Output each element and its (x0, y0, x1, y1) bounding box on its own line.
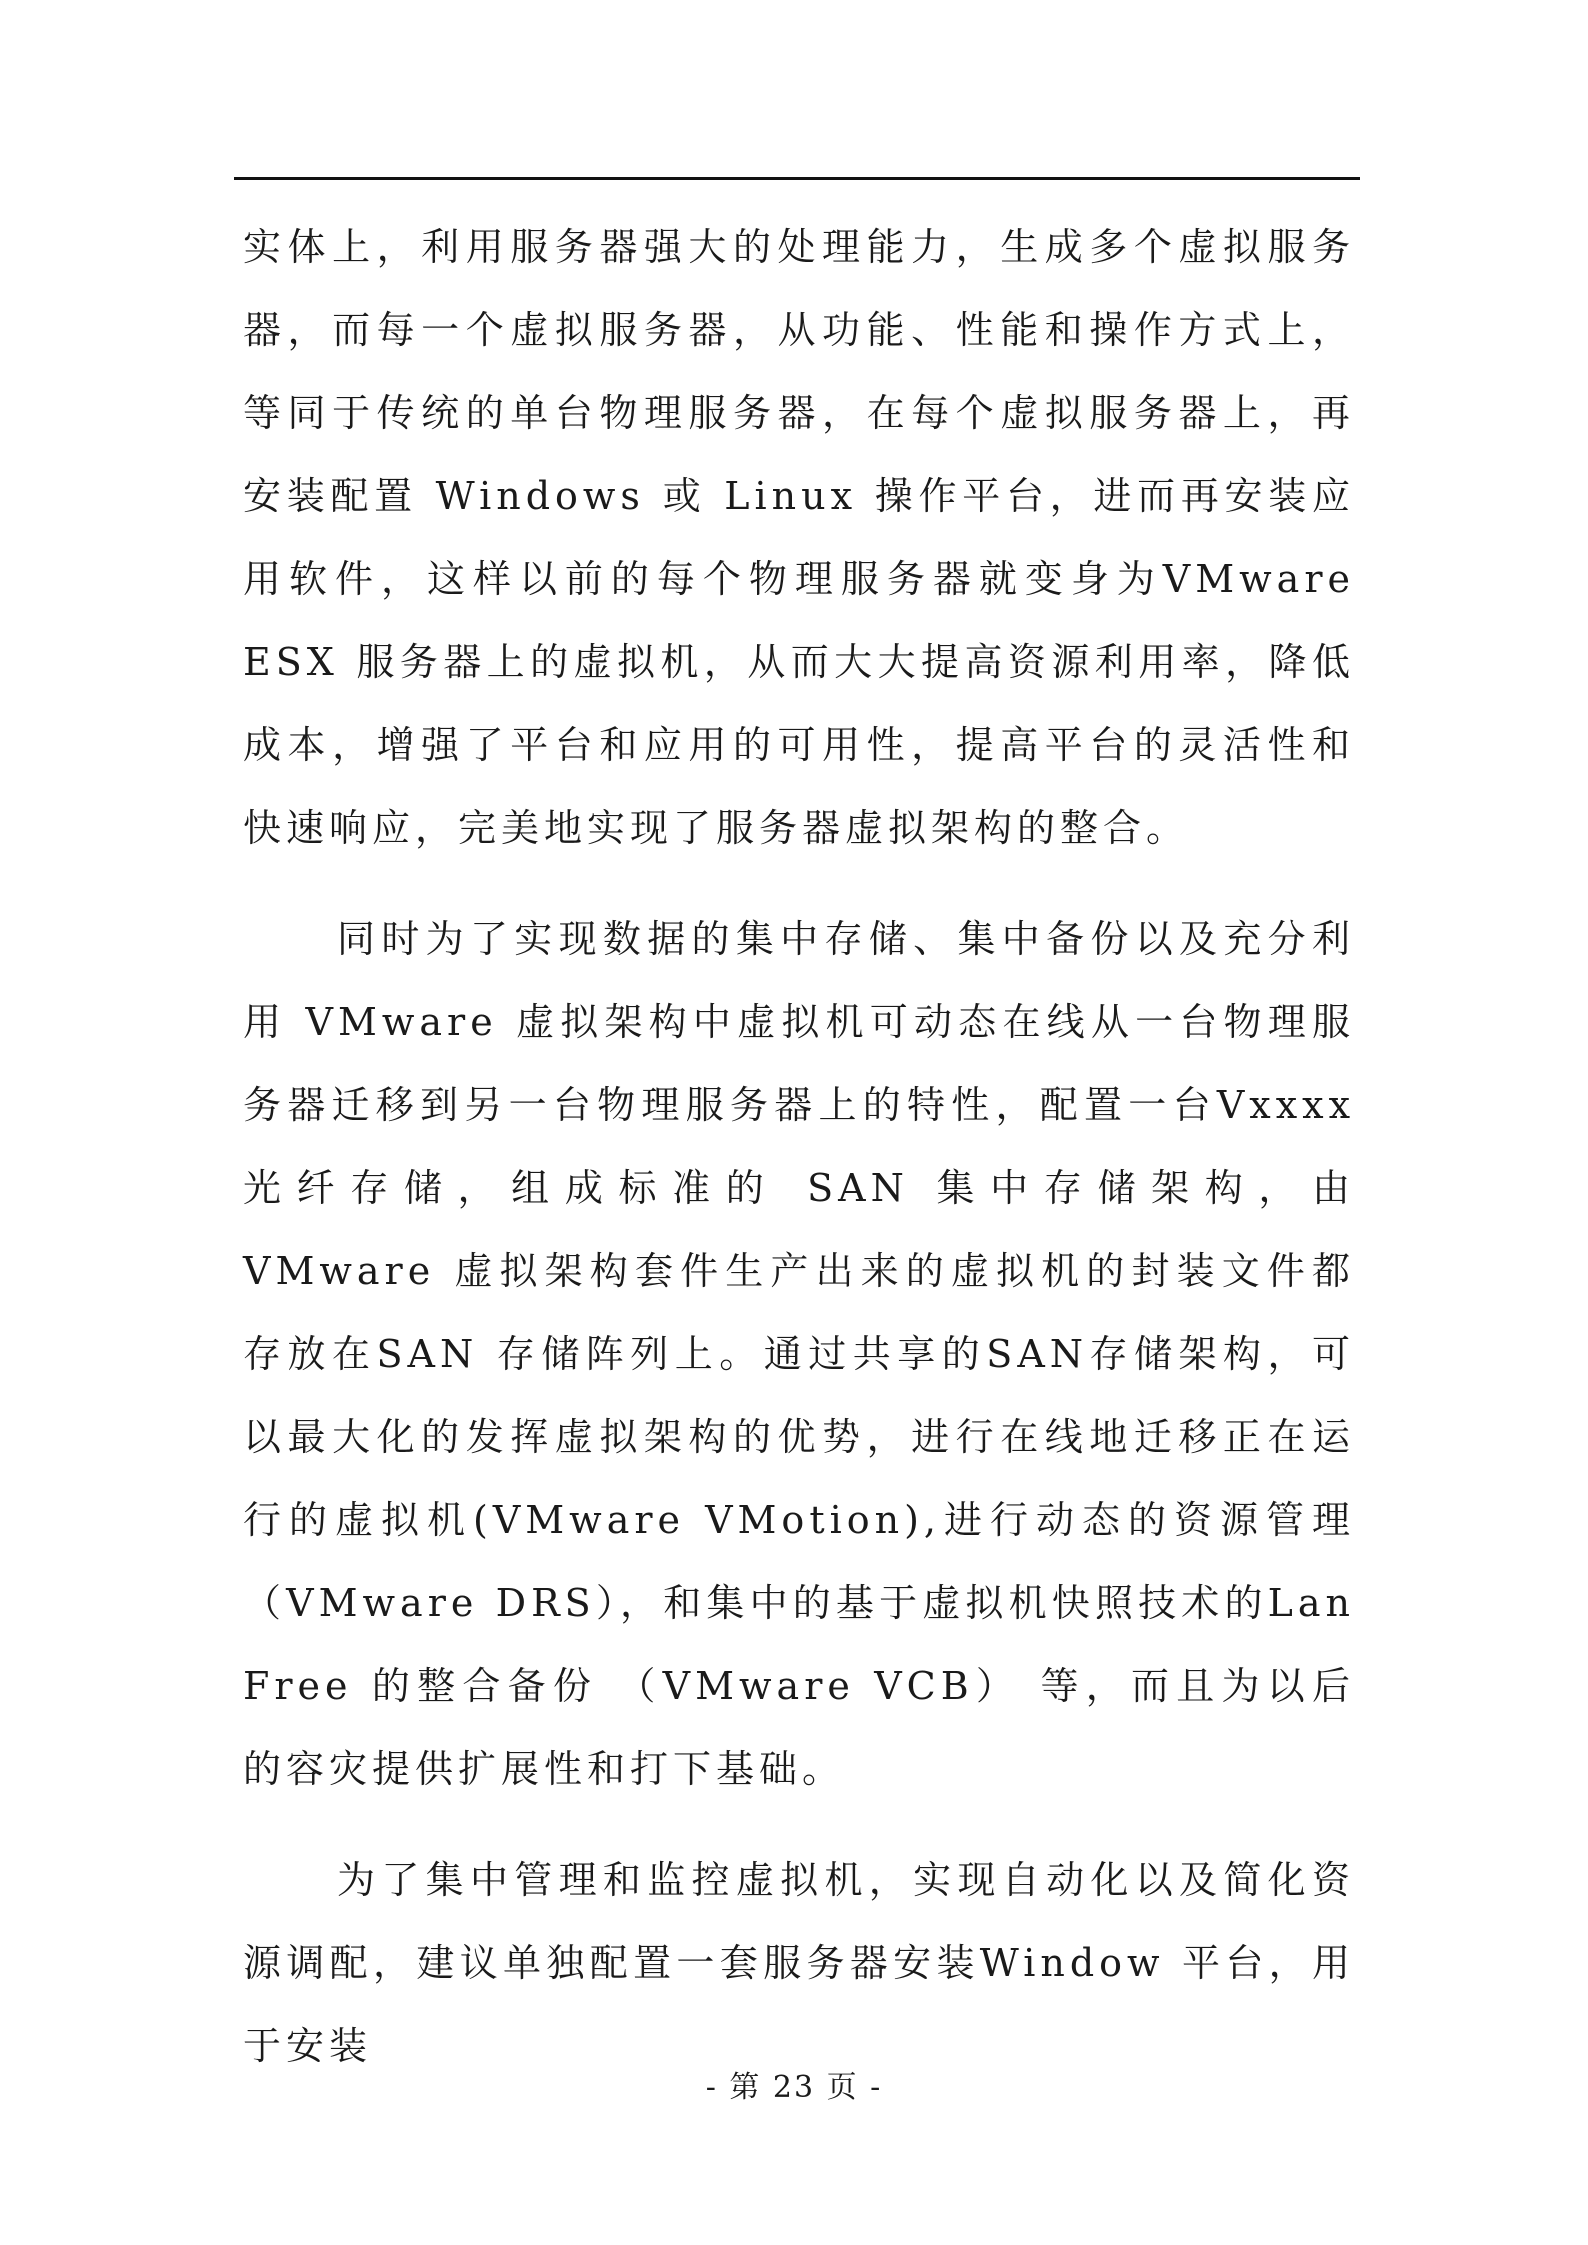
page-number: - 第 23 页 - (705, 2070, 883, 2105)
paragraph-server-virtualization: 实体上，利用服务器强大的处理能力，生成多个虚拟服务器，而每一个虚拟服务器，从功能、性能和操作方式上，等同于传统的单台物理服务器，在每个虚拟服务器上，再安装配置 Windows 或 Linux 操作平台，进而再安装应用软件，这样以前的每个物理服务器就变身为VMware ESX 服务器上的虚拟机，从而大大提高资源利用率，降低成本，增强了平台和应用的可用性，提高平台的灵活性和快速响应，完美地实现了服务器虚拟架构的整合。 (243, 225, 1355, 850)
header-rule (234, 177, 1360, 180)
paragraph-san-storage: 同时为了实现数据的集中存储、集中备份以及充分利用 VMware 虚拟架构中虚拟机可动态在线从一台物理服务器迁移到另一台物理服务器上的特性，配置一台Vxxxx 光纤存储，组成标准的 SAN 集中存储架构，由 VMware 虚拟架构套件生产出来的虚拟机的封装文件都存放在SAN 存储阵列上。通过共享的SAN存储架构，可以最大化的发挥虚拟架构的优势，进行在线地迁移正在运行的虚拟机(VMware VMotion),进行动态的资源管理（VMware DRS），和集中的基于虚拟机快照技术的Lan Free 的整合备份 （VMware VCB） 等，而且为以后的容灾提供扩展性和打下基础。 (243, 917, 1355, 1791)
document-body (243, 206, 1355, 2088)
paragraph-management: 为了集中管理和监控虚拟机，实现自动化以及简化资源调配，建议单独配置一套服务器安装Window 平台，用于安装 (243, 1858, 1355, 2068)
